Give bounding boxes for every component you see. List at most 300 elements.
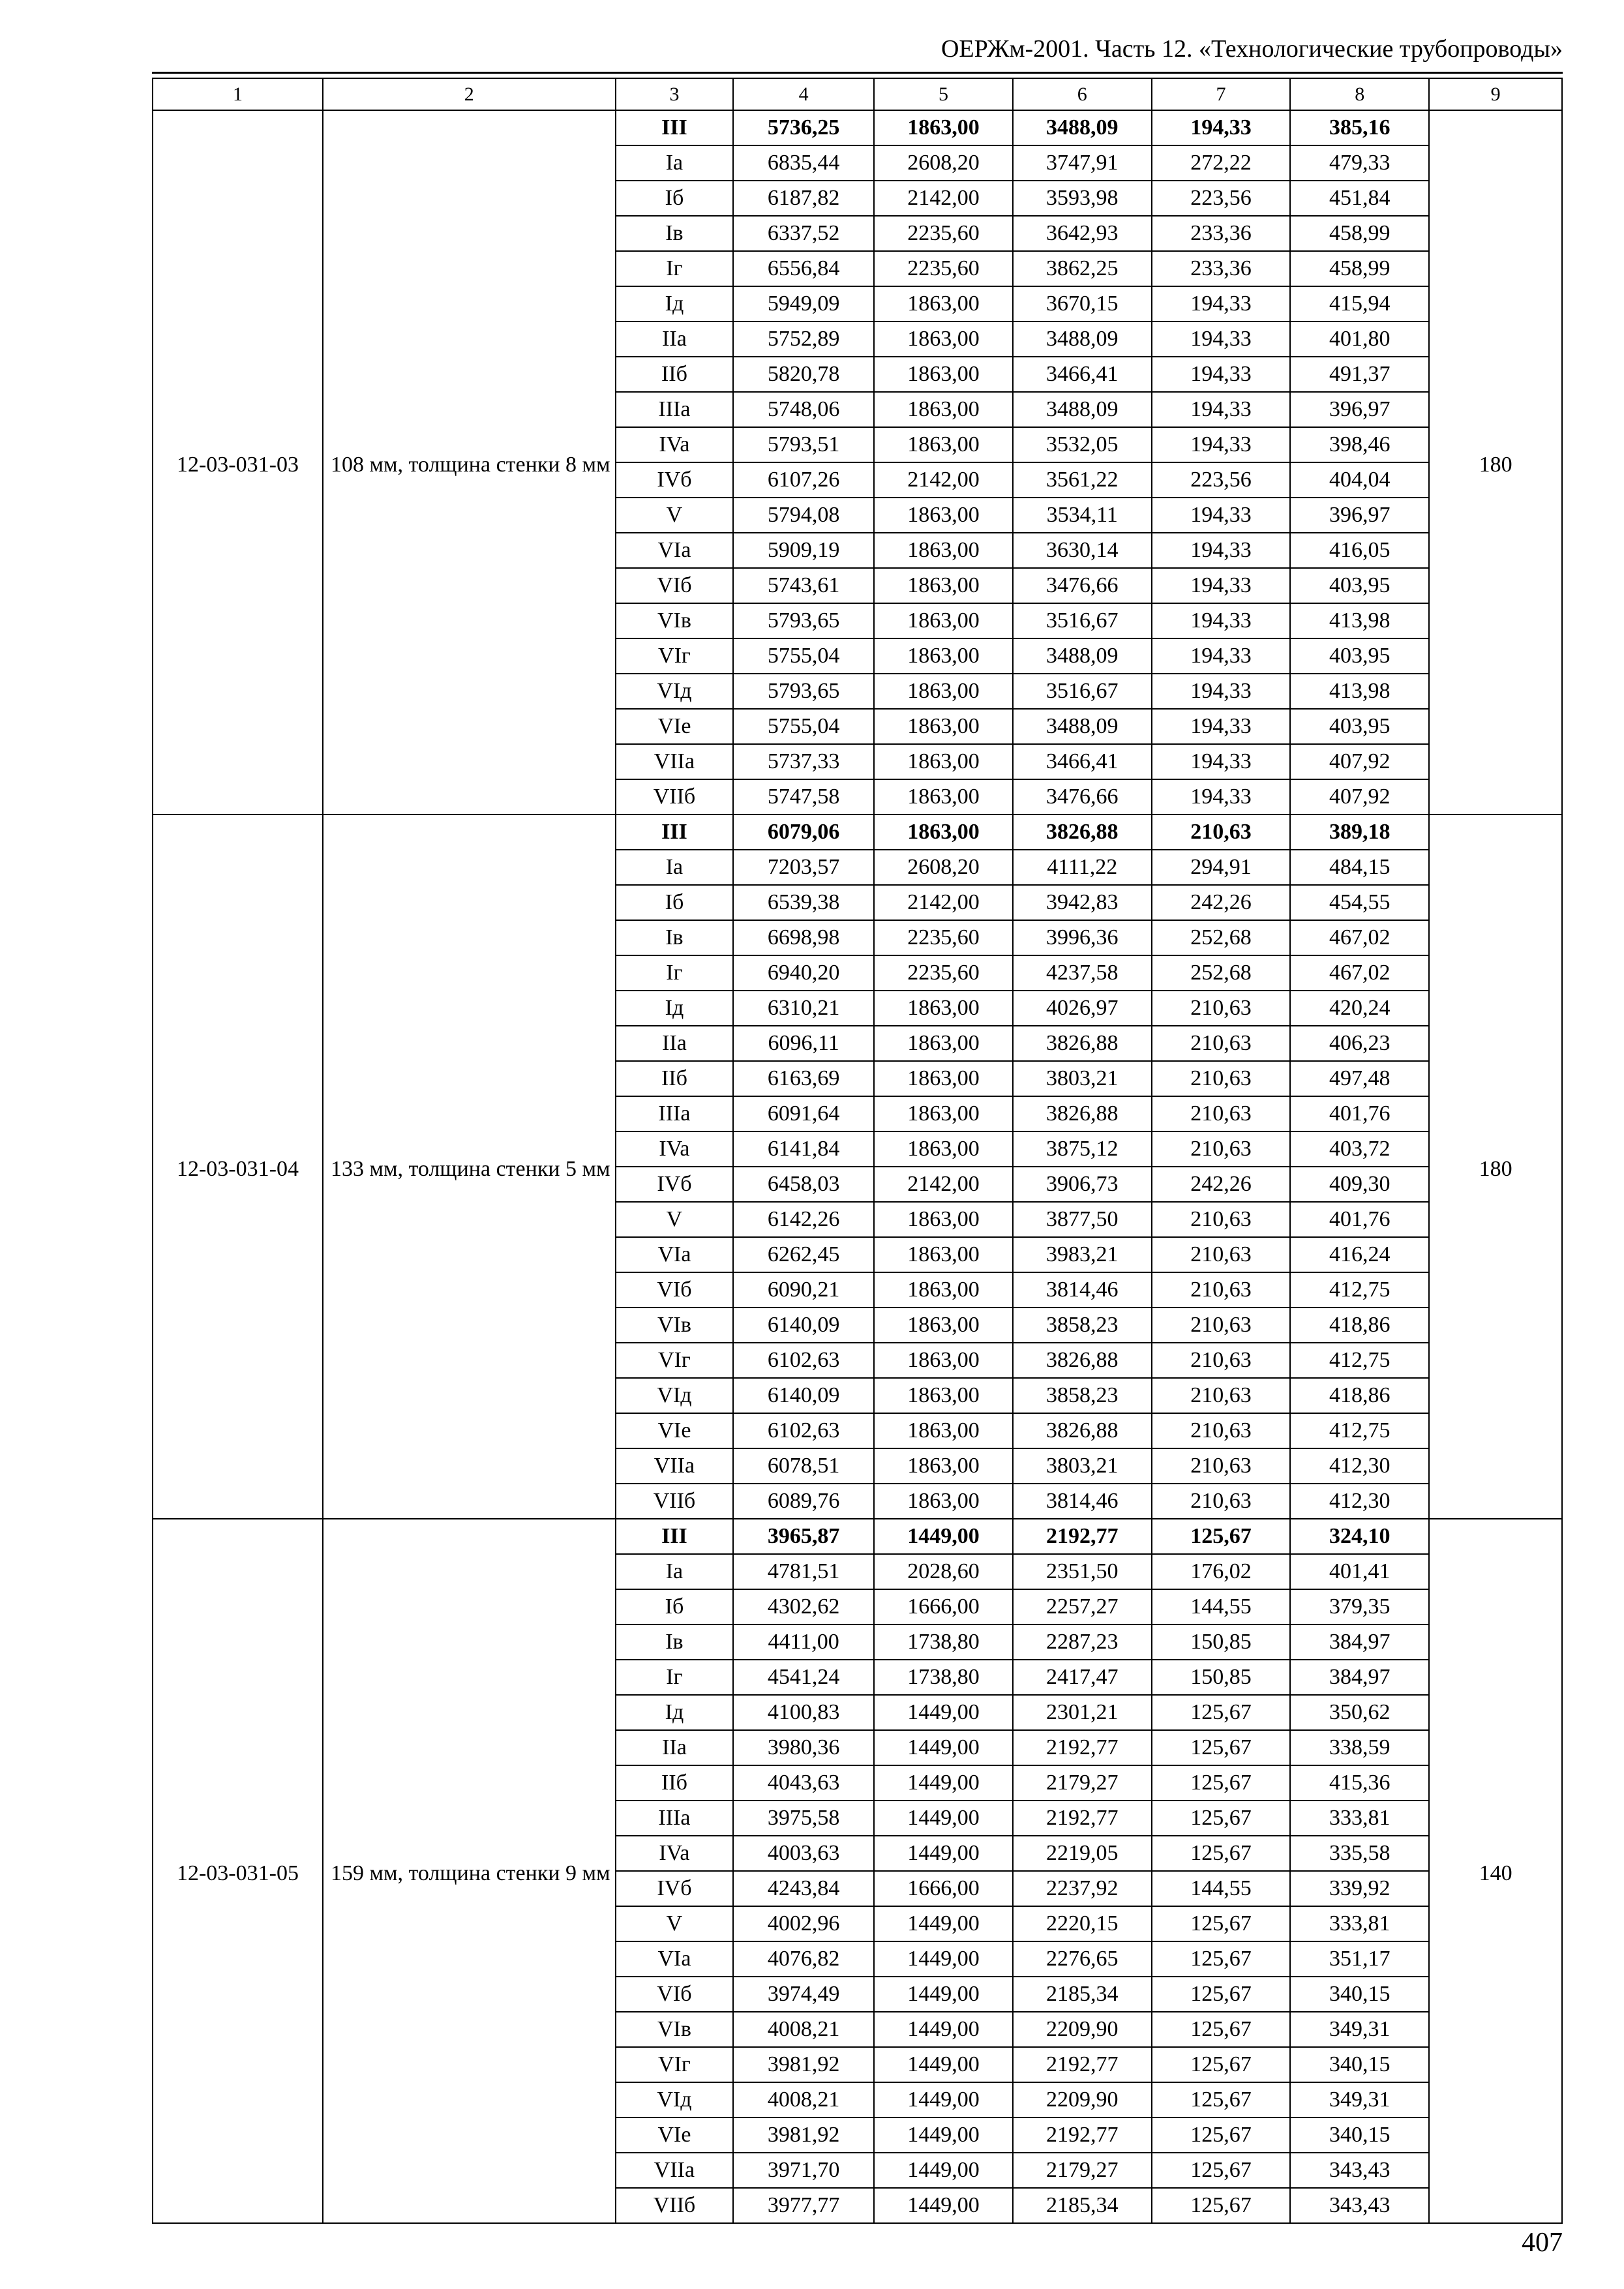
- value-col-8: 384,97: [1290, 1660, 1429, 1695]
- zone-code: VIг: [616, 2047, 734, 2082]
- value-col-6: 2287,23: [1013, 1624, 1152, 1660]
- zone-code: VIIб: [616, 2188, 734, 2223]
- value-col-4: 3974,49: [733, 1977, 874, 2012]
- value-col-6: 3466,41: [1013, 744, 1152, 779]
- value-col-7: 210,63: [1152, 1378, 1291, 1413]
- value-col-6: 3488,09: [1013, 709, 1152, 744]
- zone-code: VIг: [616, 1343, 734, 1378]
- value-col-5: 1449,00: [874, 2012, 1013, 2047]
- value-col-4: 6141,84: [733, 1131, 874, 1167]
- column-number-9: 9: [1429, 78, 1562, 110]
- zone-code: IVб: [616, 1167, 734, 1202]
- value-col-4: 4008,21: [733, 2012, 874, 2047]
- value-col-6: 3488,09: [1013, 322, 1152, 357]
- value-col-4: 6090,21: [733, 1272, 874, 1308]
- value-col-8: 479,33: [1290, 145, 1429, 181]
- value-col-7: 194,33: [1152, 744, 1291, 779]
- zone-code: Iб: [616, 885, 734, 920]
- value-col-8: 484,15: [1290, 850, 1429, 885]
- running-header: ОЕРЖм-2001. Часть 12. «Технологические трубопроводы»: [940, 35, 1563, 63]
- value-col-5: 1666,00: [874, 1589, 1013, 1624]
- value-col-6: 2192,77: [1013, 1730, 1152, 1765]
- value-col-5: 2142,00: [874, 885, 1013, 920]
- value-col-7: 210,63: [1152, 1272, 1291, 1308]
- value-col-4: 5747,58: [733, 779, 874, 815]
- value-col-8: 412,75: [1290, 1272, 1429, 1308]
- value-col-8: 349,31: [1290, 2012, 1429, 2047]
- value-col-7: 194,33: [1152, 779, 1291, 815]
- zone-code: Iв: [616, 920, 734, 955]
- zone-code: V: [616, 1906, 734, 1941]
- value-col-6: 2220,15: [1013, 1906, 1152, 1941]
- value-col-5: 1863,00: [874, 392, 1013, 427]
- value-col-8: 412,75: [1290, 1343, 1429, 1378]
- value-col-5: 1863,00: [874, 1202, 1013, 1237]
- value-col-5: 1863,00: [874, 1061, 1013, 1096]
- value-col-6: 3826,88: [1013, 1096, 1152, 1131]
- value-col-4: 5736,25: [733, 110, 874, 145]
- value-col-7: 194,33: [1152, 603, 1291, 638]
- value-col-7: 125,67: [1152, 2082, 1291, 2117]
- column-number-2: 2: [323, 78, 616, 110]
- value-col-5: 1863,00: [874, 1131, 1013, 1167]
- value-col-5: 1863,00: [874, 427, 1013, 462]
- zone-code: VIe: [616, 709, 734, 744]
- value-col-6: 2192,77: [1013, 1519, 1152, 1554]
- value-col-6: 4237,58: [1013, 955, 1152, 991]
- zone-code: III: [616, 1519, 734, 1554]
- table-row: [153, 1519, 1562, 1554]
- value-col-6: 3826,88: [1013, 1343, 1152, 1378]
- value-col-6: 3858,23: [1013, 1378, 1152, 1413]
- zone-code: Iв: [616, 216, 734, 251]
- value-col-7: 272,22: [1152, 145, 1291, 181]
- value-col-6: 3875,12: [1013, 1131, 1152, 1167]
- value-col-8: 404,04: [1290, 462, 1429, 498]
- value-col-5: 1863,00: [874, 1413, 1013, 1448]
- value-col-6: 4111,22: [1013, 850, 1152, 885]
- value-col-6: 3814,46: [1013, 1272, 1152, 1308]
- value-col-7: 252,68: [1152, 920, 1291, 955]
- value-col-5: 1863,00: [874, 498, 1013, 533]
- value-col-4: 4008,21: [733, 2082, 874, 2117]
- value-col-4: 3965,87: [733, 1519, 874, 1554]
- zone-code: VIв: [616, 603, 734, 638]
- zone-code: VIa: [616, 533, 734, 568]
- value-col-7: 252,68: [1152, 955, 1291, 991]
- value-col-7: 210,63: [1152, 1413, 1291, 1448]
- value-col-8: 412,75: [1290, 1413, 1429, 1448]
- value-col-7: 125,67: [1152, 1977, 1291, 2012]
- value-col-5: 2142,00: [874, 462, 1013, 498]
- value-col-6: 2351,50: [1013, 1554, 1152, 1589]
- value-col-6: 3488,09: [1013, 392, 1152, 427]
- value-col-7: 125,67: [1152, 2188, 1291, 2223]
- value-col-7: 194,33: [1152, 674, 1291, 709]
- value-col-8: 458,99: [1290, 251, 1429, 286]
- value-col-7: 210,63: [1152, 991, 1291, 1026]
- value-col-8: 338,59: [1290, 1730, 1429, 1765]
- zone-code: III: [616, 110, 734, 145]
- value-col-5: 1738,80: [874, 1624, 1013, 1660]
- column-number-1: 1: [153, 78, 323, 110]
- zone-code: VIIa: [616, 2153, 734, 2188]
- value-col-5: 1863,00: [874, 603, 1013, 638]
- zone-code: Ia: [616, 1554, 734, 1589]
- zone-code: IIa: [616, 1026, 734, 1061]
- value-col-5: 1449,00: [874, 2153, 1013, 2188]
- value-col-6: 3983,21: [1013, 1237, 1152, 1272]
- column-number-3: 3: [616, 78, 734, 110]
- value-col-8: 343,43: [1290, 2153, 1429, 2188]
- value-col-5: 1863,00: [874, 779, 1013, 815]
- zone-code: VIe: [616, 1413, 734, 1448]
- zone-code: VIб: [616, 1977, 734, 2012]
- value-col-7: 210,63: [1152, 1237, 1291, 1272]
- zone-code: Iд: [616, 286, 734, 322]
- zone-code: Iд: [616, 1695, 734, 1730]
- value-col-5: 1863,00: [874, 638, 1013, 674]
- value-col-4: 6078,51: [733, 1448, 874, 1484]
- value-col-6: 3593,98: [1013, 181, 1152, 216]
- zone-code: Iб: [616, 1589, 734, 1624]
- value-col-4: 6140,09: [733, 1378, 874, 1413]
- value-col-7: 210,63: [1152, 1448, 1291, 1484]
- value-col-4: 6140,09: [733, 1308, 874, 1343]
- value-col-6: 2301,21: [1013, 1695, 1152, 1730]
- value-col-7: 194,33: [1152, 709, 1291, 744]
- zone-code: IVб: [616, 462, 734, 498]
- col9-value: 140: [1429, 1519, 1562, 2223]
- value-col-5: 1863,00: [874, 1448, 1013, 1484]
- value-col-6: 3466,41: [1013, 357, 1152, 392]
- value-col-5: 1863,00: [874, 1237, 1013, 1272]
- item-description: 108 мм, толщина стенки 8 мм: [323, 110, 616, 815]
- value-col-6: 3877,50: [1013, 1202, 1152, 1237]
- value-col-8: 324,10: [1290, 1519, 1429, 1554]
- value-col-4: 6698,98: [733, 920, 874, 955]
- col9-value: 180: [1429, 110, 1562, 815]
- value-col-5: 1863,00: [874, 568, 1013, 603]
- value-col-7: 194,33: [1152, 498, 1291, 533]
- value-col-8: 403,95: [1290, 638, 1429, 674]
- value-col-5: 1863,00: [874, 1378, 1013, 1413]
- value-col-4: 5737,33: [733, 744, 874, 779]
- value-col-4: 5755,04: [733, 638, 874, 674]
- item-description: 159 мм, толщина стенки 9 мм: [323, 1519, 616, 2223]
- value-col-4: 6337,52: [733, 216, 874, 251]
- value-col-5: 1863,00: [874, 1272, 1013, 1308]
- value-col-6: 3826,88: [1013, 1413, 1152, 1448]
- value-col-4: 4781,51: [733, 1554, 874, 1589]
- value-col-4: 6539,38: [733, 885, 874, 920]
- value-col-5: 1449,00: [874, 1836, 1013, 1871]
- value-col-7: 210,63: [1152, 1484, 1291, 1519]
- value-col-8: 418,86: [1290, 1378, 1429, 1413]
- value-col-5: 1863,00: [874, 110, 1013, 145]
- value-col-5: 1449,00: [874, 1801, 1013, 1836]
- value-col-5: 1449,00: [874, 1765, 1013, 1801]
- value-col-6: 3803,21: [1013, 1448, 1152, 1484]
- value-col-8: 401,41: [1290, 1554, 1429, 1589]
- value-col-7: 194,33: [1152, 533, 1291, 568]
- item-code: 12-03-031-03: [153, 110, 323, 815]
- value-col-7: 125,67: [1152, 2153, 1291, 2188]
- value-col-8: 333,81: [1290, 1801, 1429, 1836]
- value-col-6: 3803,21: [1013, 1061, 1152, 1096]
- value-col-5: 1863,00: [874, 744, 1013, 779]
- value-col-5: 2028,60: [874, 1554, 1013, 1589]
- value-col-4: 6262,45: [733, 1237, 874, 1272]
- value-col-8: 413,98: [1290, 603, 1429, 638]
- value-col-6: 2209,90: [1013, 2012, 1152, 2047]
- value-col-8: 398,46: [1290, 427, 1429, 462]
- value-col-6: 2276,65: [1013, 1941, 1152, 1977]
- value-col-4: 3977,77: [733, 2188, 874, 2223]
- value-col-5: 1863,00: [874, 1308, 1013, 1343]
- value-col-4: 6556,84: [733, 251, 874, 286]
- value-col-7: 125,67: [1152, 1801, 1291, 1836]
- column-number-5: 5: [874, 78, 1013, 110]
- value-col-8: 349,31: [1290, 2082, 1429, 2117]
- value-col-5: 1449,00: [874, 1906, 1013, 1941]
- value-col-4: 3981,92: [733, 2047, 874, 2082]
- value-col-8: 491,37: [1290, 357, 1429, 392]
- value-col-6: 3996,36: [1013, 920, 1152, 955]
- value-col-6: 2209,90: [1013, 2082, 1152, 2117]
- value-col-4: 4002,96: [733, 1906, 874, 1941]
- value-col-4: 6163,69: [733, 1061, 874, 1096]
- value-col-8: 451,84: [1290, 181, 1429, 216]
- value-col-4: 6096,11: [733, 1026, 874, 1061]
- value-col-8: 379,35: [1290, 1589, 1429, 1624]
- zone-code: IIa: [616, 322, 734, 357]
- value-col-8: 407,92: [1290, 779, 1429, 815]
- value-col-8: 340,15: [1290, 1977, 1429, 2012]
- value-col-8: 333,81: [1290, 1906, 1429, 1941]
- value-col-8: 416,24: [1290, 1237, 1429, 1272]
- value-col-4: 7203,57: [733, 850, 874, 885]
- value-col-4: 3980,36: [733, 1730, 874, 1765]
- page-number: 407: [1522, 2228, 1563, 2258]
- value-col-4: 3971,70: [733, 2153, 874, 2188]
- value-col-4: 3975,58: [733, 1801, 874, 1836]
- value-col-5: 1863,00: [874, 1026, 1013, 1061]
- value-col-4: 5755,04: [733, 709, 874, 744]
- value-col-5: 2235,60: [874, 251, 1013, 286]
- value-col-8: 415,36: [1290, 1765, 1429, 1801]
- value-col-4: 5793,51: [733, 427, 874, 462]
- value-col-7: 223,56: [1152, 181, 1291, 216]
- zone-code: VIд: [616, 674, 734, 709]
- value-col-8: 458,99: [1290, 216, 1429, 251]
- value-col-5: 1449,00: [874, 1519, 1013, 1554]
- value-col-8: 384,97: [1290, 1624, 1429, 1660]
- value-col-6: 3488,09: [1013, 638, 1152, 674]
- value-col-8: 454,55: [1290, 885, 1429, 920]
- value-col-4: 6835,44: [733, 145, 874, 181]
- value-col-4: 4076,82: [733, 1941, 874, 1977]
- zone-code: IIб: [616, 1765, 734, 1801]
- value-col-4: 4100,83: [733, 1695, 874, 1730]
- value-col-6: 3814,46: [1013, 1484, 1152, 1519]
- value-col-8: 385,16: [1290, 110, 1429, 145]
- value-col-6: 3670,15: [1013, 286, 1152, 322]
- value-col-7: 223,56: [1152, 462, 1291, 498]
- value-col-5: 1863,00: [874, 286, 1013, 322]
- header-rule: [152, 72, 1563, 74]
- value-col-4: 5949,09: [733, 286, 874, 322]
- zone-code: Iг: [616, 1660, 734, 1695]
- value-col-6: 3488,09: [1013, 110, 1152, 145]
- value-col-5: 1449,00: [874, 2117, 1013, 2153]
- value-col-7: 125,67: [1152, 1906, 1291, 1941]
- value-col-8: 340,15: [1290, 2117, 1429, 2153]
- value-col-7: 194,33: [1152, 322, 1291, 357]
- zone-code: IVб: [616, 1871, 734, 1906]
- zone-code: VIд: [616, 1378, 734, 1413]
- zone-code: IIб: [616, 1061, 734, 1096]
- value-col-6: 3532,05: [1013, 427, 1152, 462]
- value-col-7: 125,67: [1152, 1695, 1291, 1730]
- value-col-4: 5748,06: [733, 392, 874, 427]
- value-col-7: 125,67: [1152, 1730, 1291, 1765]
- value-col-8: 406,23: [1290, 1026, 1429, 1061]
- value-col-7: 210,63: [1152, 1026, 1291, 1061]
- zone-code: III: [616, 815, 734, 850]
- value-col-4: 6102,63: [733, 1413, 874, 1448]
- value-col-7: 194,33: [1152, 568, 1291, 603]
- value-col-4: 6458,03: [733, 1167, 874, 1202]
- value-col-6: 3862,25: [1013, 251, 1152, 286]
- value-col-6: 2185,34: [1013, 2188, 1152, 2223]
- value-col-7: 125,67: [1152, 1836, 1291, 1871]
- value-col-7: 210,63: [1152, 1131, 1291, 1167]
- column-number-4: 4: [733, 78, 874, 110]
- zone-code: Iв: [616, 1624, 734, 1660]
- table-row: [153, 815, 1562, 850]
- value-col-6: 2192,77: [1013, 2047, 1152, 2082]
- value-col-4: 6187,82: [733, 181, 874, 216]
- value-col-5: 1666,00: [874, 1871, 1013, 1906]
- col9-value: 180: [1429, 815, 1562, 1519]
- value-col-7: 125,67: [1152, 2047, 1291, 2082]
- value-col-4: 6102,63: [733, 1343, 874, 1378]
- value-col-4: 4243,84: [733, 1871, 874, 1906]
- value-col-6: 2179,27: [1013, 1765, 1152, 1801]
- value-col-7: 194,33: [1152, 286, 1291, 322]
- value-col-7: 242,26: [1152, 1167, 1291, 1202]
- value-col-5: 1449,00: [874, 2047, 1013, 2082]
- zone-code: IIIa: [616, 392, 734, 427]
- value-col-8: 415,94: [1290, 286, 1429, 322]
- zone-code: V: [616, 1202, 734, 1237]
- value-col-8: 401,76: [1290, 1096, 1429, 1131]
- value-col-4: 4302,62: [733, 1589, 874, 1624]
- zone-code: VIIa: [616, 744, 734, 779]
- zone-code: VIг: [616, 638, 734, 674]
- value-col-8: 403,95: [1290, 709, 1429, 744]
- value-col-4: 5793,65: [733, 674, 874, 709]
- value-col-7: 150,85: [1152, 1660, 1291, 1695]
- value-col-6: 2192,77: [1013, 2117, 1152, 2153]
- value-col-6: 2417,47: [1013, 1660, 1152, 1695]
- zone-code: VIд: [616, 2082, 734, 2117]
- value-col-7: 194,33: [1152, 427, 1291, 462]
- value-col-6: 3476,66: [1013, 779, 1152, 815]
- zone-code: Iг: [616, 955, 734, 991]
- value-col-7: 194,33: [1152, 357, 1291, 392]
- zone-code: VIв: [616, 2012, 734, 2047]
- value-col-8: 396,97: [1290, 498, 1429, 533]
- value-col-7: 210,63: [1152, 1343, 1291, 1378]
- value-col-8: 339,92: [1290, 1871, 1429, 1906]
- value-col-7: 294,91: [1152, 850, 1291, 885]
- zone-code: Iд: [616, 991, 734, 1026]
- value-col-4: 6091,64: [733, 1096, 874, 1131]
- value-col-4: 5793,65: [733, 603, 874, 638]
- zone-code: VIб: [616, 568, 734, 603]
- zone-code: IIIa: [616, 1801, 734, 1836]
- value-col-7: 176,02: [1152, 1554, 1291, 1589]
- value-col-5: 1449,00: [874, 1977, 1013, 2012]
- value-col-8: 351,17: [1290, 1941, 1429, 1977]
- value-col-7: 210,63: [1152, 1096, 1291, 1131]
- column-number-row: [153, 78, 1562, 110]
- value-col-6: 3826,88: [1013, 1026, 1152, 1061]
- value-col-6: 4026,97: [1013, 991, 1152, 1026]
- value-col-4: 4043,63: [733, 1765, 874, 1801]
- zone-code: VIa: [616, 1237, 734, 1272]
- value-col-7: 210,63: [1152, 1061, 1291, 1096]
- value-col-6: 3516,67: [1013, 674, 1152, 709]
- value-col-5: 1863,00: [874, 674, 1013, 709]
- value-col-8: 420,24: [1290, 991, 1429, 1026]
- value-col-6: 3561,22: [1013, 462, 1152, 498]
- zone-code: VIв: [616, 1308, 734, 1343]
- value-col-5: 1863,00: [874, 1096, 1013, 1131]
- zone-code: IIa: [616, 1730, 734, 1765]
- zone-code: IVa: [616, 427, 734, 462]
- value-col-5: 1863,00: [874, 991, 1013, 1026]
- value-col-5: 1449,00: [874, 1730, 1013, 1765]
- value-col-7: 210,63: [1152, 1308, 1291, 1343]
- value-col-7: 233,36: [1152, 216, 1291, 251]
- value-col-7: 194,33: [1152, 110, 1291, 145]
- item-code: 12-03-031-04: [153, 815, 323, 1519]
- value-col-6: 3534,11: [1013, 498, 1152, 533]
- value-col-5: 2608,20: [874, 850, 1013, 885]
- value-col-8: 418,86: [1290, 1308, 1429, 1343]
- value-col-4: 5909,19: [733, 533, 874, 568]
- value-col-4: 6142,26: [733, 1202, 874, 1237]
- value-col-8: 412,30: [1290, 1484, 1429, 1519]
- value-col-7: 125,67: [1152, 1765, 1291, 1801]
- value-col-4: 6089,76: [733, 1484, 874, 1519]
- value-col-4: 6940,20: [733, 955, 874, 991]
- value-col-8: 396,97: [1290, 392, 1429, 427]
- value-col-5: 1449,00: [874, 1941, 1013, 1977]
- value-col-6: 3630,14: [1013, 533, 1152, 568]
- value-col-7: 125,67: [1152, 1941, 1291, 1977]
- zone-code: IVa: [616, 1836, 734, 1871]
- value-col-7: 125,67: [1152, 2117, 1291, 2153]
- zone-code: Iб: [616, 181, 734, 216]
- zone-code: VIa: [616, 1941, 734, 1977]
- value-col-6: 3858,23: [1013, 1308, 1152, 1343]
- value-col-7: 125,67: [1152, 1519, 1291, 1554]
- value-col-5: 1863,00: [874, 1484, 1013, 1519]
